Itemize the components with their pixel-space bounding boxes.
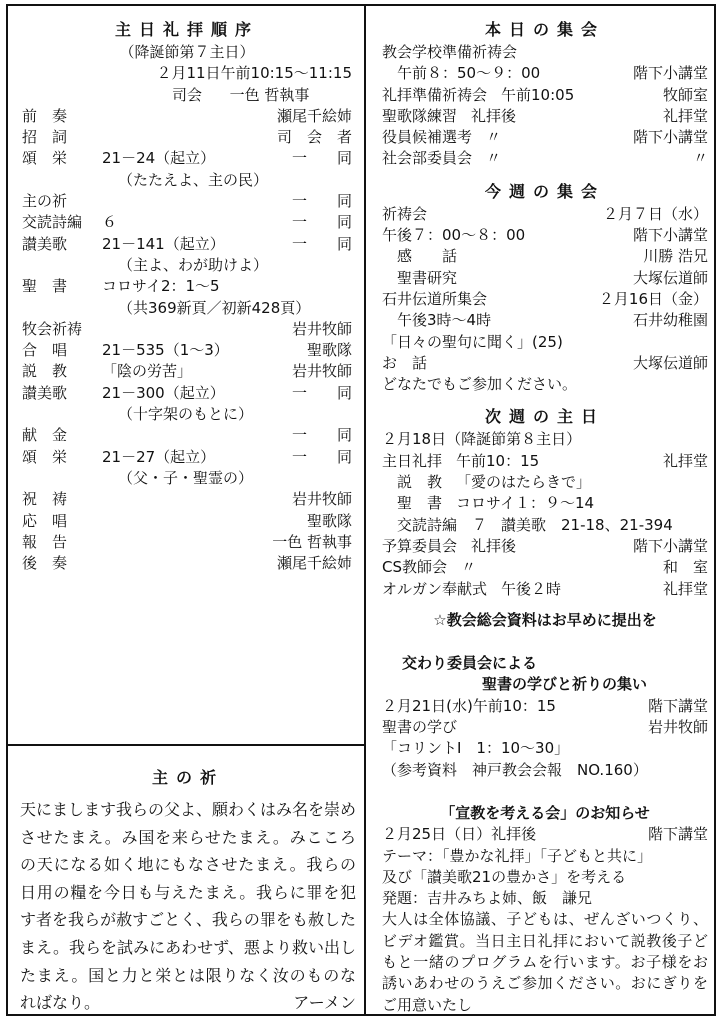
next_week-line <box>382 429 708 450</box>
service-item-label: 牧会祈祷 <box>22 319 83 338</box>
service-item-person: 一 同 <box>291 192 352 211</box>
service-item-label: 報 告 <box>22 532 68 551</box>
service-item-detail: コロサイ2：1～5 <box>102 277 220 296</box>
service-item-label: 祝 祷 <box>22 490 68 509</box>
fellowship-line <box>382 717 708 738</box>
today-line-place: 牧師室 <box>662 85 708 104</box>
service-item <box>22 319 352 340</box>
mission-body: 大人は全体協議、子どもは、ぜんざいつくり、ビデオ鑑賞。当日主日礼拝において説教後子どもと一緒のプログラムを行います。お子様をお誘いあわせのうえご参加ください。おにぎりをご用意いたし <box>382 910 708 1014</box>
service-item-detail: ６ <box>102 213 118 232</box>
today-line-place: 礼拝堂 <box>662 106 708 125</box>
next_week-line <box>382 579 708 600</box>
service-item <box>22 127 352 148</box>
this_week-line-detail <box>525 225 627 246</box>
service-item-label: 後 奏 <box>22 554 68 573</box>
today-line <box>382 85 708 106</box>
service-item-detail <box>102 191 286 212</box>
service-title: 主日礼拝順序 <box>114 20 259 39</box>
next_week-line-label: 聖 書 <box>382 494 443 513</box>
today-title: 本日の集会 <box>484 20 605 39</box>
this_week-line-detail <box>487 289 593 310</box>
lords-prayer-box <box>20 766 356 1017</box>
mission-line-label: 及び「讃美歌21の豊かさ」を考える <box>382 867 627 886</box>
this_week-line <box>382 353 708 374</box>
today-line-label: 教会学校準備祈祷会 <box>382 43 518 61</box>
this_week-line-place: 階下小講堂 <box>632 226 708 245</box>
this_week-line-place: ２月16日（金） <box>598 289 708 308</box>
service-item-note-text: （十字架のもとに） <box>118 405 254 424</box>
mission-line-detail <box>652 846 702 867</box>
next_week-line-detail: コロサイ１：９～14 <box>456 494 595 513</box>
this_week-line <box>382 268 708 289</box>
next_week-line-label: 説 教 <box>382 473 443 492</box>
service-item-person: 一 同 <box>291 234 352 253</box>
mission-line-detail <box>536 824 642 845</box>
service-item-label: 説 教 <box>22 362 68 381</box>
service-item-label: 合 唱 <box>22 341 68 360</box>
next_week-line-detail: 礼拝後 <box>471 536 517 555</box>
service-item-person: 一 同 <box>291 447 352 466</box>
service-item-note <box>22 255 352 276</box>
service-item <box>22 383 352 404</box>
lords-prayer-text <box>20 796 356 1017</box>
prayer-body: 天にまします我らの父よ、願わくはみ名を崇めさせたまえ。み国を来らせたまえ。みこころの天になる如く地にもなさせたまえ。我らの日用の糧を今日も与えたまえ。我らに罪を犯す者を我らが赦すごとく、我らの罪をも赦したまえ。我らを試みにあわせず、悪より救い出したまえ。国と力と栄とは限りなく汝のものなればなり。 <box>20 800 357 1013</box>
next_week-line-label: ２月18日（降誕節第８主日） <box>382 430 582 449</box>
service-item-person: 一 同 <box>291 213 352 232</box>
mission-line-detail <box>592 888 702 909</box>
service-item-person: 岩井牧師 <box>291 319 352 338</box>
fellowship-heading: 交わり委員会による <box>402 654 538 673</box>
this_week-line-label: どなたでもご参加ください。 <box>382 375 578 394</box>
service-item-detail: 21－141（起立） <box>102 234 225 253</box>
this_week-line-label: お 話 <box>382 353 428 372</box>
mission-line-detail <box>626 867 702 888</box>
service-item-person: 一 同 <box>291 383 352 402</box>
mission-line <box>382 824 708 845</box>
next_week-line-place: 階下小講堂 <box>632 536 708 555</box>
this_week-line <box>382 246 708 267</box>
this_week-line-label: 午後７：00～８：00 <box>382 226 526 245</box>
service-item-note <box>22 298 352 319</box>
service-item-person: 聖歌隊 <box>306 341 352 360</box>
today-line-label: 礼拝準備祈祷会 <box>382 85 488 104</box>
service-item-person: 司 会 者 <box>276 128 352 147</box>
service-item-person: 聖歌隊 <box>306 511 352 530</box>
this_week-line-label: 石井伝道所集会 <box>382 289 488 308</box>
service-order <box>22 18 352 574</box>
this_week-line-detail <box>491 310 627 331</box>
service-item <box>22 191 352 212</box>
service-item-label: 讃美歌 <box>22 234 68 253</box>
service-item-person: 岩井牧師 <box>291 362 352 381</box>
mission-line <box>382 888 708 909</box>
this_week-line-label: 感 話 <box>382 247 458 266</box>
fellowship-line-detail <box>569 738 702 759</box>
today-line <box>382 127 708 148</box>
next_week-line <box>382 451 708 472</box>
mission-line-place: 階下講堂 <box>647 825 708 844</box>
lords-prayer-title: 主の祈 <box>151 768 224 787</box>
next-week-schedule <box>382 429 708 599</box>
service-item-detail <box>102 127 271 148</box>
service-item <box>22 340 352 361</box>
service-item <box>22 532 352 553</box>
this_week-line-label: 祈祷会 <box>382 204 428 223</box>
today-line-label: 社会部委員会 <box>382 149 473 168</box>
service-item-person: 瀬尾千絵姉 <box>276 106 352 125</box>
fellowship-line-label: （参考資料 神戸教会会報 NO.160） <box>382 760 648 779</box>
next_week-line-detail: 「愛のはたらきで」 <box>456 473 592 492</box>
service-item-label: 頌 栄 <box>22 447 68 466</box>
service-datetime: ２月11日午前10:15～11:15 <box>156 64 352 83</box>
next_week-line-detail: 午前10：15 <box>456 451 540 470</box>
service-item <box>22 489 352 510</box>
service-item <box>22 276 352 297</box>
service-item-note-text: （たたえよ、主の民） <box>118 170 269 189</box>
service-item-person: 岩井牧師 <box>291 490 352 509</box>
presider-line <box>22 85 352 106</box>
service-item-detail <box>102 106 271 127</box>
today-line-detail <box>540 63 627 84</box>
this_week-line-detail <box>457 246 637 267</box>
today-line <box>382 148 708 169</box>
service-item-detail: 21－535（1～3） <box>102 341 229 360</box>
fellowship-line-place: 階下講堂 <box>647 696 708 715</box>
service-item-label: 献 金 <box>22 426 68 445</box>
this_week-line <box>382 289 708 310</box>
today-line <box>382 42 708 63</box>
this_week-line-place: 大塚伝道師 <box>632 353 708 372</box>
service-item <box>22 148 352 169</box>
this_week-line-detail <box>563 332 702 353</box>
this-week-title: 今週の集会 <box>484 181 605 201</box>
today-line-detail: 〃 <box>486 149 502 168</box>
this-week-meetings <box>382 204 708 396</box>
service-item-detail <box>102 511 301 532</box>
service-item-person: 一 同 <box>291 426 352 445</box>
service-item-detail <box>102 532 266 553</box>
service-item-note-text: （主よ、わが助けよ） <box>118 255 269 274</box>
mission-line-label: テーマ：「豊かな礼拝」「子どもと共に」 <box>382 846 653 865</box>
fellowship-line <box>382 738 708 759</box>
this_week-line-detail <box>457 268 627 289</box>
service-item-label: 頌 栄 <box>22 149 68 168</box>
service-item <box>22 425 352 446</box>
fellowship-line-label: 聖書の学び <box>382 718 458 737</box>
this_week-line-place: 川勝 浩兄 <box>643 247 708 266</box>
next_week-line-label: 予算委員会 <box>382 536 458 555</box>
this_week-line-place: ２月７日（水） <box>602 204 708 223</box>
next-week-title: 次週の主日 <box>484 407 605 427</box>
this_week-line-detail <box>577 374 702 395</box>
fellowship-line-detail <box>556 696 642 717</box>
service-item-label: 聖 書 <box>22 277 68 296</box>
this_week-line <box>382 374 708 395</box>
next_week-line <box>382 536 708 557</box>
this_week-line-detail <box>427 353 627 374</box>
next_week-line-detail: 讃美歌 21-18、21-394 <box>501 515 673 534</box>
presider-name: 一色 哲執事 <box>229 85 310 104</box>
fellowship-line-detail <box>457 717 642 738</box>
service-item-note <box>22 404 352 425</box>
service-item <box>22 212 352 233</box>
service-item-note-text: （共369新頁／初新428頁） <box>118 298 311 317</box>
next_week-line-label: 主日礼拝 <box>382 451 443 470</box>
this_week-line-label: 午後3時～4時 <box>382 311 492 330</box>
service-item-note-text: （父・子・聖霊の） <box>118 468 254 487</box>
next_week-line-label: CS教師会 <box>382 558 447 577</box>
service-item <box>22 553 352 574</box>
mission-line-label: 発題：吉井みちよ姉、飯 謙兄 <box>382 889 593 908</box>
this_week-line-detail <box>427 204 597 225</box>
service-item-person: 瀬尾千絵姉 <box>276 554 352 573</box>
mission-line <box>382 867 708 888</box>
today-line-place: 階下小講堂 <box>632 64 708 83</box>
service-item-detail <box>102 489 286 510</box>
service-item-person: 一 同 <box>291 149 352 168</box>
this_week-line-label: 「日々の聖句に聞く」(25) <box>382 332 563 351</box>
fellowship-line <box>382 760 708 781</box>
bulletin-page <box>6 4 716 1016</box>
service-item-detail <box>102 553 271 574</box>
service-item-detail: 21－24（起立） <box>102 149 216 168</box>
service-item-label: 主の祈 <box>22 192 68 211</box>
today-line-detail: 午前10:05 <box>501 85 575 104</box>
today-line-place: 階下小講堂 <box>632 128 708 147</box>
fellowship-line-detail <box>648 760 702 781</box>
column-divider <box>364 6 366 1014</box>
next_week-line-place: 礼拝堂 <box>662 451 708 470</box>
next_week-line <box>382 472 708 493</box>
today-line-label: 聖歌隊練習 <box>382 106 458 125</box>
today-line <box>382 63 708 84</box>
today-line <box>382 106 708 127</box>
next_week-line <box>382 515 708 536</box>
next_week-line-place: 和 室 <box>662 558 708 577</box>
next_week-line <box>382 557 708 578</box>
next_week-line <box>382 493 708 514</box>
next_week-line-detail: 午後２時 <box>501 579 562 598</box>
prayer-amen: アーメン <box>293 993 356 1013</box>
service-item-label: 讃美歌 <box>22 383 68 402</box>
next_week-line-detail: 〃 <box>461 558 477 577</box>
service-item-person: 一色 哲執事 <box>272 532 352 551</box>
this_week-line <box>382 225 708 246</box>
next_week-line-place: 礼拝堂 <box>662 579 708 598</box>
service-item-label: 招 詞 <box>22 128 68 147</box>
this_week-line <box>382 310 708 331</box>
fellowship-line-place: 岩井牧師 <box>647 718 708 737</box>
service-item-detail <box>102 425 286 446</box>
service-items <box>22 106 352 575</box>
mission-heading: 「宣教を考える会」のお知らせ <box>440 803 650 822</box>
today-line-detail: 〃 <box>486 128 502 147</box>
service-item <box>22 361 352 382</box>
today-line-place: 〃 <box>692 149 708 168</box>
service-item <box>22 511 352 532</box>
service-item <box>22 234 352 255</box>
service-item <box>22 447 352 468</box>
service-item-detail: 21－27（起立） <box>102 447 216 466</box>
service-item-detail: 「陰の労苦」 <box>102 362 193 381</box>
service-item-note <box>22 170 352 191</box>
today-line-label: 午前８：50～９：00 <box>382 64 541 83</box>
this_week-line-label: 聖書研究 <box>382 268 458 287</box>
notice-text: ☆教会総会資料はお早めに提出を <box>433 610 657 629</box>
fellowship-subheading: 聖書の学びと祈りの集い <box>482 675 648 694</box>
mission-line <box>382 846 708 867</box>
this_week-line <box>382 332 708 353</box>
today-line-label: 役員候補選考 <box>382 128 473 147</box>
service-item-label: 交読詩編 <box>22 213 83 232</box>
this_week-line-place: 石井幼稚園 <box>632 311 708 330</box>
fellowship-line-label: ２月21日(水)午前10：15 <box>382 696 556 715</box>
fellowship-line <box>382 696 708 717</box>
box-separator <box>8 744 364 746</box>
service-item-label: 前 奏 <box>22 106 68 125</box>
today-line-detail: 礼拝後 <box>471 106 517 125</box>
next_week-line-label: オルガン奉献式 <box>382 579 488 598</box>
mission-line-label: ２月25日（日）礼拝後 <box>382 825 537 844</box>
presider-label: 司会 <box>172 85 203 104</box>
next_week-line-label: 交読詩編 ７ <box>382 515 488 534</box>
fellowship-details <box>382 696 708 781</box>
service-item-note <box>22 468 352 489</box>
service-item-label: 応 唱 <box>22 511 68 530</box>
service-item-detail <box>102 319 286 340</box>
next_week-line-detail <box>581 429 702 450</box>
mission-details <box>382 824 708 909</box>
this_week-line <box>382 204 708 225</box>
today-meetings <box>382 42 708 170</box>
service-item <box>22 106 352 127</box>
service-subtitle: （降誕節第７主日） <box>119 43 255 61</box>
fellowship-line-label: 「コリントⅠ 1：10～30」 <box>382 739 570 758</box>
announcements <box>382 18 708 1016</box>
service-item-detail: 21－300（起立） <box>102 383 225 402</box>
today-line-detail <box>517 42 702 63</box>
this_week-line-place: 大塚伝道師 <box>632 268 708 287</box>
